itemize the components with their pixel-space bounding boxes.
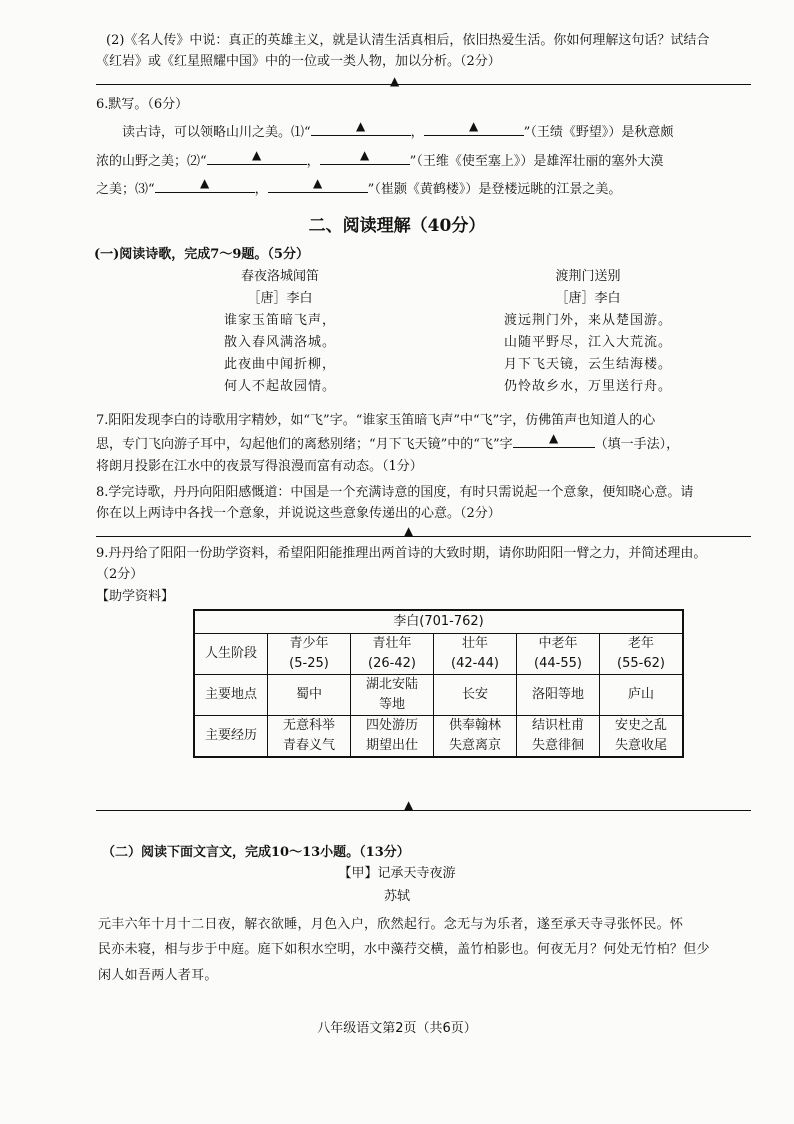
table-cell bbox=[351, 634, 434, 675]
classical-line: 闲人如吾两人者耳。 bbox=[98, 967, 218, 983]
part2-heading: （二）阅读下面文言文，完成10～13小题。（13分） bbox=[102, 845, 410, 860]
cell-text: 青壮年 bbox=[372, 636, 412, 651]
table-row bbox=[194, 675, 683, 716]
cell-text: (42-44) bbox=[451, 656, 499, 671]
triangle-icon: ▲ bbox=[390, 74, 400, 88]
q9-line1: 9.丹丹给了阳阳一份助学资料，希望阳阳能推理出两首诗的大致时期，请你助阳阳一臂之力，并简述理由。 bbox=[96, 546, 707, 561]
poem-line: 此夜曲中闻折柳， bbox=[223, 357, 336, 372]
q6-text: ”（王绩《野望》）是秋意颇 bbox=[523, 125, 674, 141]
poem-2 bbox=[478, 266, 698, 398]
part1-heading: (一)阅读诗歌，完成7～9题。（5分） bbox=[94, 247, 309, 262]
blank-field[interactable] bbox=[207, 148, 307, 165]
question-5-2 bbox=[96, 30, 756, 73]
triangle-icon: ▲ bbox=[404, 524, 414, 538]
classical-line: 元丰六年十月十二日夜，解衣欲睡，月色入户，欣然起行。念无与为乐者，遂至承天寺寻张怀民。怀 bbox=[98, 917, 684, 932]
cell-text: (55-62) bbox=[617, 656, 665, 671]
q6-line2 bbox=[96, 148, 756, 172]
blank-field[interactable] bbox=[424, 119, 524, 136]
poem-line: 何人不起故园情。 bbox=[223, 379, 336, 394]
cell-text: 无意科举 bbox=[282, 718, 335, 733]
table-cell bbox=[268, 716, 351, 758]
cell-text: 四处游历 bbox=[365, 718, 418, 733]
q7-line1: 7.阳阳发现李白的诗歌用字精妙，如“飞”字。“谁家玉笛暗飞声”中“飞”字，仿佛笛声也知道人的心 bbox=[96, 413, 656, 428]
table-title: 李白(701-762) bbox=[194, 610, 683, 634]
classical-title: 【甲】记承天寺夜游 bbox=[338, 866, 456, 881]
q6-text: ”（王维《使至塞上》）是雄浑壮丽的塞外大漠 bbox=[409, 153, 664, 169]
cell-text: 老年 bbox=[627, 636, 654, 651]
answer-line bbox=[96, 810, 751, 811]
q9-line2: （2分） bbox=[96, 567, 144, 583]
q5-2-line2: 《红岩》或《红星照耀中国》中的一位或一类人物，加以分析。（2分） bbox=[96, 54, 501, 70]
cell-text: 供奉翰林 bbox=[448, 718, 501, 733]
triangle-icon: ▲ bbox=[252, 147, 262, 162]
q6-text: 之美；⑶“ bbox=[96, 182, 155, 198]
q6-text: 读古诗，可以领略山川之美。⑴“ bbox=[122, 125, 311, 141]
cell-text: 期望出仕 bbox=[365, 738, 418, 753]
q7-text: 思，专门飞向游子耳中，勾起他们的离愁别绪；“月下飞天镜”中的“飞”字 bbox=[96, 437, 513, 453]
cell-text: 洛阳等地 bbox=[531, 687, 584, 702]
cell-text: 长安 bbox=[461, 687, 488, 702]
cell-text: 失意收尾 bbox=[614, 738, 667, 753]
question-8 bbox=[96, 482, 756, 525]
page-footer: 八年级语文第2页（共6页） bbox=[317, 1021, 477, 1036]
row-head: 主要地点 bbox=[194, 675, 268, 716]
poem-line: 山随平野尽，江入大荒流。 bbox=[503, 335, 672, 350]
libai-info-table bbox=[193, 609, 684, 758]
q7-text: （填一手法）， bbox=[594, 437, 680, 453]
poem-1-author: ［唐］李白 bbox=[247, 291, 313, 306]
q6-text: 浓的山野之美；⑵“ bbox=[96, 153, 207, 169]
table-cell bbox=[351, 675, 434, 716]
table-cell bbox=[268, 675, 351, 716]
q6-text: ”（崔颢《黄鹤楼》）是登楼远眺的江景之美。 bbox=[367, 182, 622, 198]
q5-2-line1: (2)《名人传》中说：真正的英雄主义，就是认清生活真相后，依旧热爱生活。你如何理解这句话？试结合 bbox=[106, 33, 710, 48]
q6-line3 bbox=[96, 176, 756, 200]
cell-text: (44-55) bbox=[534, 656, 582, 671]
cell-text: 青春义气 bbox=[282, 738, 335, 753]
poem-1-title: 春夜洛城闻笛 bbox=[240, 269, 319, 284]
table-cell bbox=[434, 716, 517, 758]
cell-text: (26-42) bbox=[368, 656, 416, 671]
table-cell bbox=[600, 716, 684, 758]
cell-text: 庐山 bbox=[627, 687, 654, 702]
cell-text: 壮年 bbox=[461, 636, 488, 651]
table-cell bbox=[517, 716, 600, 758]
poem-1 bbox=[200, 266, 360, 398]
table-row bbox=[194, 716, 683, 758]
triangle-icon: ▲ bbox=[313, 176, 323, 191]
q6-text: ， bbox=[410, 125, 424, 141]
table-cell bbox=[600, 634, 684, 675]
triangle-icon: ▲ bbox=[200, 176, 210, 191]
q6-text: ， bbox=[254, 182, 268, 198]
triangle-icon: ▲ bbox=[360, 147, 370, 162]
classical-text bbox=[98, 914, 758, 986]
table-cell bbox=[517, 675, 600, 716]
blank-field[interactable] bbox=[513, 431, 595, 448]
blank-field[interactable] bbox=[320, 148, 410, 165]
q6-text: ， bbox=[306, 153, 320, 169]
blank-field[interactable] bbox=[268, 176, 368, 193]
section-title: 二、阅读理解（40分） bbox=[308, 216, 486, 236]
q7-line2 bbox=[96, 431, 756, 455]
cell-text: 青少年 bbox=[289, 636, 329, 651]
cell-text: 失意徘徊 bbox=[531, 738, 584, 753]
cell-text: (5-25) bbox=[289, 656, 329, 671]
table-cell bbox=[351, 716, 434, 758]
cell-text: 蜀中 bbox=[295, 687, 322, 702]
q9-material-label: 【助学资料】 bbox=[96, 588, 175, 604]
q7-line3: 将朗月投影在江水中的夜景写得浪漫而富有动态。（1分） bbox=[96, 458, 423, 474]
answer-line bbox=[96, 536, 751, 537]
table-cell bbox=[434, 634, 517, 675]
triangle-icon: ▲ bbox=[548, 431, 559, 446]
poem-line: 谁家玉笛暗飞声， bbox=[223, 313, 336, 328]
q6-line1 bbox=[122, 119, 756, 143]
table-row bbox=[194, 634, 683, 675]
answer-line bbox=[96, 84, 751, 85]
blank-field[interactable] bbox=[155, 176, 255, 193]
triangle-icon: ▲ bbox=[356, 119, 366, 134]
question-7 bbox=[96, 410, 756, 477]
classical-line: 民亦未寝，相与步于中庭。庭下如积水空明，水中藻荇交横，盖竹柏影也。何夜无月？何处无竹柏？但少 bbox=[98, 942, 710, 958]
q8-line1: 8.学完诗歌，丹丹向阳阳感慨道：中国是一个充满诗意的国度，有时只需说起一个意象，便知晓心意。请 bbox=[96, 485, 694, 500]
table-cell bbox=[517, 634, 600, 675]
q6-head: 6.默写。（6分） bbox=[96, 97, 189, 112]
table-cell bbox=[434, 675, 517, 716]
table-cell bbox=[600, 675, 684, 716]
cell-text: 安史之乱 bbox=[614, 718, 667, 733]
poem-2-title: 渡荆门送别 bbox=[555, 269, 621, 284]
poem-line: 仍怜故乡水，万里送行舟。 bbox=[503, 379, 672, 394]
triangle-icon: ▲ bbox=[404, 798, 414, 812]
cell-text: 中老年 bbox=[538, 636, 578, 651]
cell-text: 湖北安陆 bbox=[365, 677, 418, 692]
cell-text: 失意离京 bbox=[448, 738, 501, 753]
table-cell bbox=[268, 634, 351, 675]
poem-line: 散入春风满洛城。 bbox=[223, 335, 336, 350]
poem-line: 月下飞天镜，云生结海楼。 bbox=[503, 357, 672, 372]
row-head: 主要经历 bbox=[194, 716, 268, 758]
classical-author: 苏轼 bbox=[383, 889, 410, 904]
question-9 bbox=[96, 543, 756, 607]
triangle-icon: ▲ bbox=[469, 119, 479, 134]
poem-line: 渡远荆门外，来从楚国游。 bbox=[503, 313, 672, 328]
cell-text: 等地 bbox=[378, 697, 405, 712]
question-6 bbox=[96, 94, 756, 201]
blank-field[interactable] bbox=[311, 119, 411, 136]
q8-line2: 你在以上两诗中各找一个意象，并说说这些意象传递出的心意。（2分） bbox=[96, 506, 501, 522]
cell-text: 结识杜甫 bbox=[531, 718, 584, 733]
row-head: 人生阶段 bbox=[194, 634, 268, 675]
poem-2-author: ［唐］李白 bbox=[555, 291, 621, 306]
